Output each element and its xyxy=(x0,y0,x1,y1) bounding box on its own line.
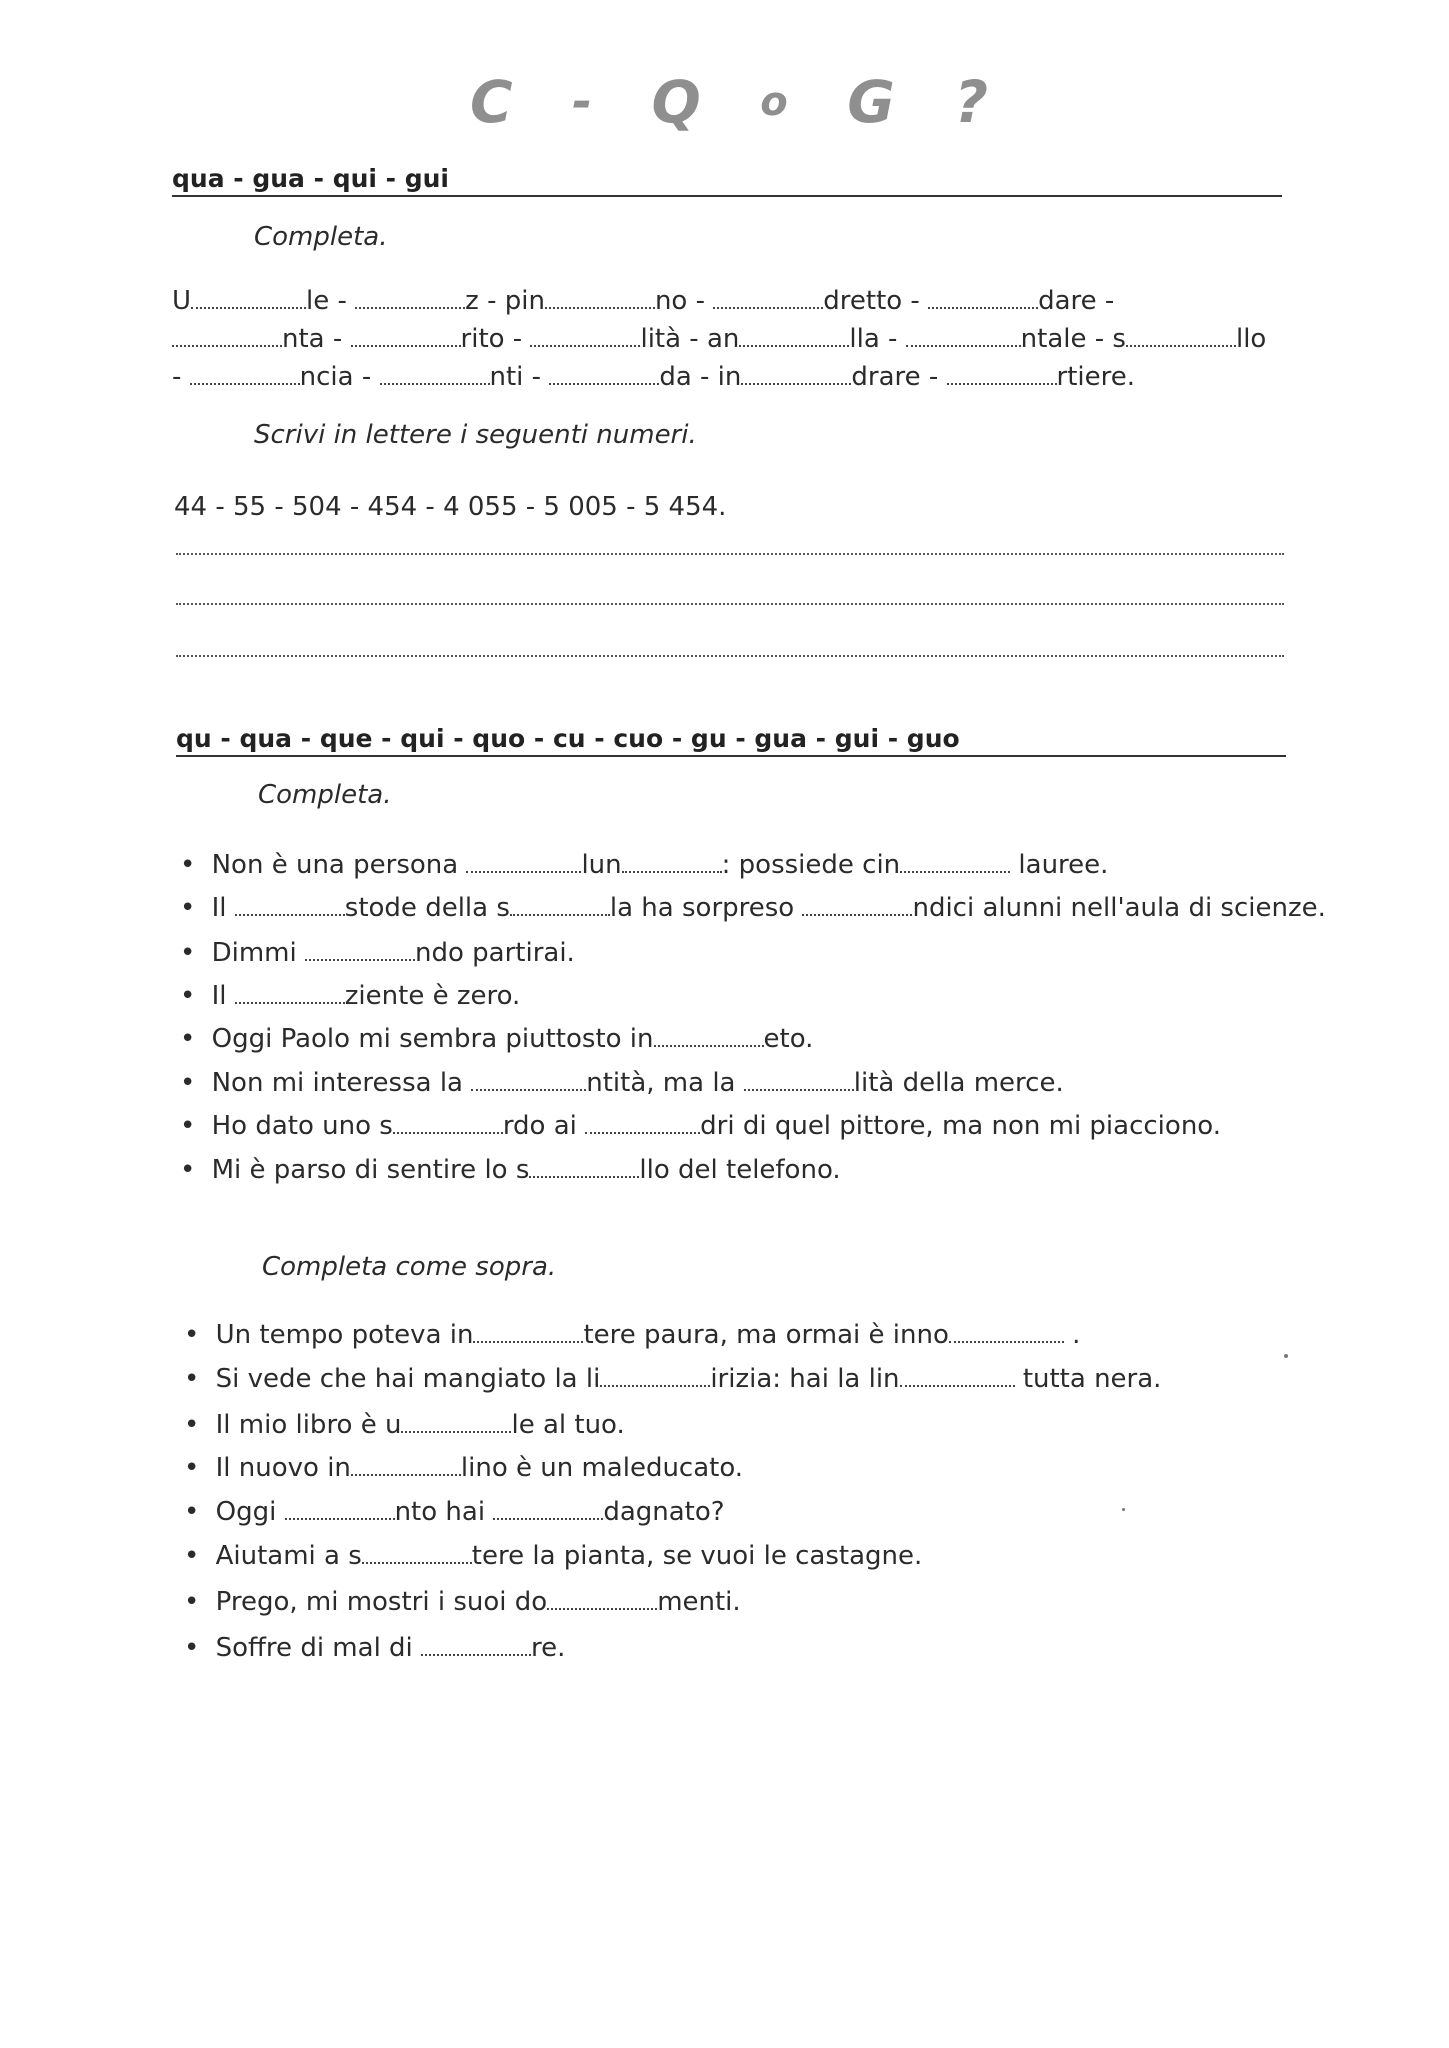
fill-blank[interactable] xyxy=(622,870,722,873)
fill-blank[interactable] xyxy=(305,958,415,961)
exercise-line xyxy=(172,286,1114,316)
fragment: U xyxy=(172,286,192,316)
fragment: - xyxy=(172,362,182,392)
fragment: rito - xyxy=(460,324,523,354)
fill-blank[interactable] xyxy=(473,1340,583,1343)
sentence-item xyxy=(184,1497,725,1527)
fill-blank[interactable] xyxy=(741,382,851,385)
fill-blank[interactable] xyxy=(191,306,306,309)
fill-blank[interactable] xyxy=(739,344,849,347)
fill-blank[interactable] xyxy=(355,306,465,309)
fragment: llo del telefono. xyxy=(639,1155,841,1185)
fragment: ziente è zero. xyxy=(344,981,521,1011)
fill-blank[interactable] xyxy=(802,913,912,916)
fragment: dare - xyxy=(1038,286,1115,316)
fragment: Non mi interessa la xyxy=(211,1068,463,1098)
fragment: Il mio libro è u xyxy=(215,1410,402,1440)
fragment: llo xyxy=(1235,324,1267,354)
fragment: nti - xyxy=(489,362,542,392)
fill-blank[interactable] xyxy=(510,913,610,916)
fragment: eto. xyxy=(763,1024,814,1054)
fill-blank[interactable] xyxy=(654,1044,764,1047)
scan-speck xyxy=(1122,1508,1125,1511)
fragment: Mi è parso di sentire lo s xyxy=(211,1155,530,1185)
fill-blank[interactable] xyxy=(190,382,300,385)
fragment: : possiede cin xyxy=(721,850,901,880)
fragment: Un tempo poteva in xyxy=(215,1320,474,1350)
sentence-item xyxy=(180,893,1326,923)
fill-blank[interactable] xyxy=(545,306,655,309)
fragment: . xyxy=(1072,1320,1081,1350)
fill-blank[interactable] xyxy=(947,382,1057,385)
fill-blank[interactable] xyxy=(547,1607,657,1610)
fill-blank[interactable] xyxy=(362,1561,472,1564)
fragment: nta - xyxy=(282,324,343,354)
instruction-completa: Completa. xyxy=(258,780,392,810)
fill-blank[interactable] xyxy=(172,344,282,347)
fragment: re. xyxy=(531,1633,566,1663)
fragment: nto hai xyxy=(394,1497,486,1527)
fragment: tere paura, ma ormai è inno xyxy=(583,1320,949,1350)
section-heading-qua-gua: qua - gua - qui - gui xyxy=(172,164,1282,197)
fragment: lità - an xyxy=(640,324,740,354)
sentence-item xyxy=(180,1068,1064,1098)
fragment: ntale - s xyxy=(1020,324,1126,354)
instruction-scrivi: Scrivi in lettere i seguenti numeri. xyxy=(254,420,697,450)
fragment: le al tuo. xyxy=(511,1410,625,1440)
sentence-item xyxy=(180,1155,841,1185)
sentence-item xyxy=(180,938,575,968)
fill-blank[interactable] xyxy=(466,870,581,873)
fragment: ntità, ma la xyxy=(586,1068,736,1098)
title-letter: G xyxy=(847,68,897,136)
title-letter: Q xyxy=(651,68,703,136)
fill-blank[interactable] xyxy=(928,306,1038,309)
fill-blank[interactable] xyxy=(600,1384,710,1387)
fragment: rdo ai xyxy=(502,1111,577,1141)
fragment: Il xyxy=(211,893,227,923)
exercise-line xyxy=(172,324,1266,354)
fill-blank[interactable] xyxy=(585,1131,700,1134)
fragment: tutta nera. xyxy=(1022,1364,1162,1394)
fragment: Oggi Paolo mi sembra piuttosto in xyxy=(211,1024,654,1054)
title-letter: ? xyxy=(954,68,990,136)
fill-blank[interactable] xyxy=(235,913,345,916)
fragment: menti. xyxy=(657,1587,741,1617)
sentence-item xyxy=(184,1587,741,1617)
sentence-item xyxy=(184,1410,625,1440)
fill-blank[interactable] xyxy=(529,1175,639,1178)
answer-line[interactable] xyxy=(176,552,1284,555)
fill-blank[interactable] xyxy=(393,1131,503,1134)
sentence-item xyxy=(184,1453,743,1483)
sentence-item xyxy=(184,1364,1161,1394)
fragment: stode della s xyxy=(344,893,510,923)
fragment: dri di quel pittore, ma non mi piacciono. xyxy=(700,1111,1222,1141)
title-letter: C xyxy=(470,68,515,136)
exercise-line xyxy=(172,362,1135,392)
fragment: Dimmi xyxy=(211,938,297,968)
scan-speck xyxy=(1284,1354,1288,1358)
fragment: Oggi xyxy=(215,1497,277,1527)
fragment: lun xyxy=(581,850,622,880)
fragment: rtiere. xyxy=(1056,362,1136,392)
fill-blank[interactable] xyxy=(235,1001,345,1004)
fragment: lino è un maleducato. xyxy=(460,1453,744,1483)
fragment: no - xyxy=(654,286,705,316)
fragment: Soffre di mal di xyxy=(215,1633,413,1663)
fill-blank[interactable] xyxy=(744,1088,854,1091)
fragment: lla - xyxy=(849,324,898,354)
fragment: ndo partirai. xyxy=(415,938,575,968)
fragment: Aiutami a s xyxy=(215,1541,362,1571)
fragment: Prego, mi mostri i suoi do xyxy=(215,1587,548,1617)
fragment: Non è una persona xyxy=(211,850,459,880)
fill-blank[interactable] xyxy=(530,344,640,347)
instruction-completa: Completa. xyxy=(254,222,388,252)
fill-blank[interactable] xyxy=(713,306,823,309)
title-letter: - xyxy=(572,74,594,130)
fragment: irizia: hai la lin xyxy=(710,1364,900,1394)
fill-blank[interactable] xyxy=(900,870,1010,873)
fill-blank[interactable] xyxy=(421,1653,531,1656)
answer-line[interactable] xyxy=(176,654,1284,657)
fragment: ndici alunni nell'aula di scienze. xyxy=(912,893,1326,923)
fragment: le - xyxy=(306,286,347,316)
fragment: Il nuovo in xyxy=(215,1453,351,1483)
fill-blank[interactable] xyxy=(471,1088,586,1091)
sentence-item xyxy=(180,1024,813,1054)
fragment: tere la pianta, se vuoi le castagne. xyxy=(471,1541,923,1571)
section-heading-qu-gu: qu - qua - que - qui - quo - cu - cuo - gu - gua - gui - guo xyxy=(176,724,1286,757)
fragment: ncia - xyxy=(299,362,372,392)
title-letter: o xyxy=(760,79,790,125)
fragment: drare - xyxy=(851,362,939,392)
fill-blank[interactable] xyxy=(549,382,659,385)
sentence-item xyxy=(184,1541,922,1571)
sentence-item xyxy=(184,1633,565,1663)
fragment: lauree. xyxy=(1018,850,1109,880)
numbers-line: 44 - 55 - 504 - 454 - 4 055 - 5 005 - 5 454. xyxy=(174,492,727,522)
fill-blank[interactable] xyxy=(906,344,1021,347)
sentence-item xyxy=(180,850,1108,880)
sentence-item xyxy=(180,1111,1221,1141)
fragment: dagnato? xyxy=(603,1497,725,1527)
fragment: Si vede che hai mangiato la li xyxy=(215,1364,601,1394)
fragment: dretto - xyxy=(823,286,920,316)
fill-blank[interactable] xyxy=(900,1384,1015,1387)
instruction-completa-come-sopra: Completa come sopra. xyxy=(262,1252,557,1282)
fill-blank[interactable] xyxy=(380,382,490,385)
fragment: lità della merce. xyxy=(853,1068,1064,1098)
fragment: da - in xyxy=(659,362,742,392)
sentence-item xyxy=(180,981,520,1011)
fragment: Ho dato uno s xyxy=(211,1111,393,1141)
answer-line[interactable] xyxy=(176,602,1284,605)
fragment: la ha sorpreso xyxy=(609,893,795,923)
fragment: Il xyxy=(211,981,227,1011)
sentence-item xyxy=(184,1320,1080,1350)
fill-blank[interactable] xyxy=(351,344,461,347)
fill-blank[interactable] xyxy=(401,1430,511,1433)
fill-blank[interactable] xyxy=(285,1517,395,1520)
fill-blank[interactable] xyxy=(949,1340,1064,1343)
fill-blank[interactable] xyxy=(493,1517,603,1520)
fill-blank[interactable] xyxy=(351,1473,461,1476)
fill-blank[interactable] xyxy=(1126,344,1236,347)
worksheet-title xyxy=(470,62,990,142)
fragment: z - pin xyxy=(465,286,545,316)
